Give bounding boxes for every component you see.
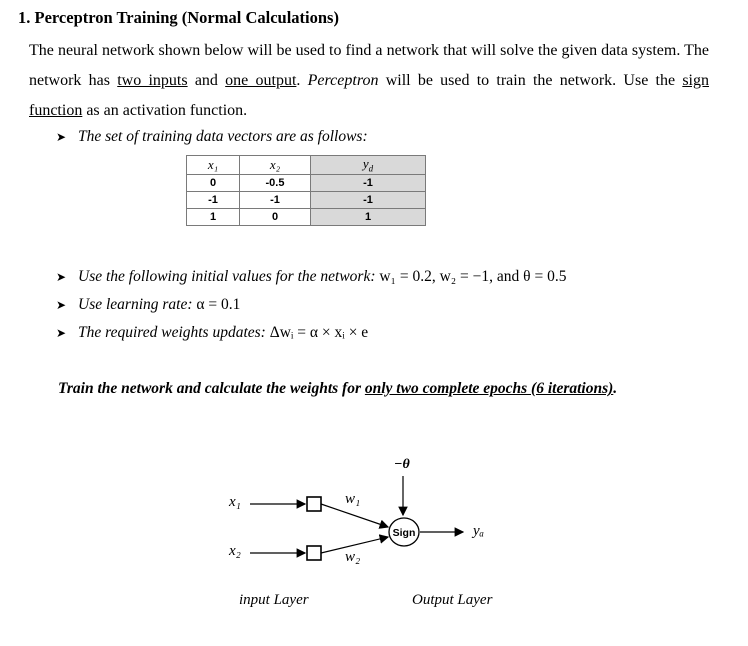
header-yd: $y_d$ [311,156,426,175]
x2-label: x₂ [229,543,241,559]
para-text-3: . [296,72,308,89]
table-cell: 0 [240,208,311,225]
w2-label: w₂ [345,549,361,565]
one-output-text: one output [225,72,297,89]
arrow-bullet-icon: ➤ [56,270,67,284]
input-layer-label: input Layer [239,592,309,608]
weight-update-math: Δwᵢ = α × xᵢ × e [269,324,369,341]
sign-function-text: sign function [29,72,709,119]
neg-theta-label: −θ [394,457,410,472]
x1-label: x₁ [229,494,241,510]
para-text-1: The neural network shown below will be used to find a network that will solve the given data system. The network has [29,42,709,89]
ya-label: yₐ [473,523,485,539]
bullet-initial-text: Use the following initial values for the network: [78,268,376,285]
para-text-2: and [187,72,226,89]
task-prefix: Train the network and calculate the weights for [58,380,365,397]
output-layer-label: Output Layer [412,592,493,608]
task-suffix: . [613,380,618,397]
header-x1: x₁ [187,156,240,175]
initial-values-math: w₁ = 0.2, w₂ = −1, and θ = 0.5 [379,268,567,285]
para-text-5: as an activation function. [82,102,248,119]
learning-rate-math: α = 0.1 [196,296,241,313]
perceptron-text: Perceptron [307,72,379,89]
arrow-bullet-icon: ➤ [56,130,67,144]
table-cell: 1 [311,208,426,225]
input-node-1 [307,497,321,511]
table-cell: -1 [240,191,311,208]
two-inputs-text: two inputs [117,72,188,89]
bullet-rate-text: Use learning rate: [78,296,193,313]
input-node-2 [307,546,321,560]
arrow-bullet-icon: ➤ [56,326,67,340]
arrow-bullet-icon: ➤ [56,298,67,312]
task-underlined: only two complete epochs (6 iterations) [364,380,614,397]
bullet-training-text: The set of training data vectors are as follows: [78,128,368,145]
w1-label: w₁ [345,491,361,507]
table-cell: -1 [187,191,240,208]
table-cell: -1 [311,174,426,191]
table-cell: 0 [187,174,240,191]
bullet-updates-text: The required weights updates: [78,324,266,341]
table-cell: -0.5 [240,174,311,191]
section-title: 1. Perceptron Training (Normal Calculations) [18,8,339,27]
table-cell: 1 [187,208,240,225]
para-text-4: will be used to train the network. Use the [378,72,683,89]
table-cell: -1 [311,191,426,208]
header-x2: x₂ [240,156,311,175]
sign-node-label: Sign [392,527,416,539]
